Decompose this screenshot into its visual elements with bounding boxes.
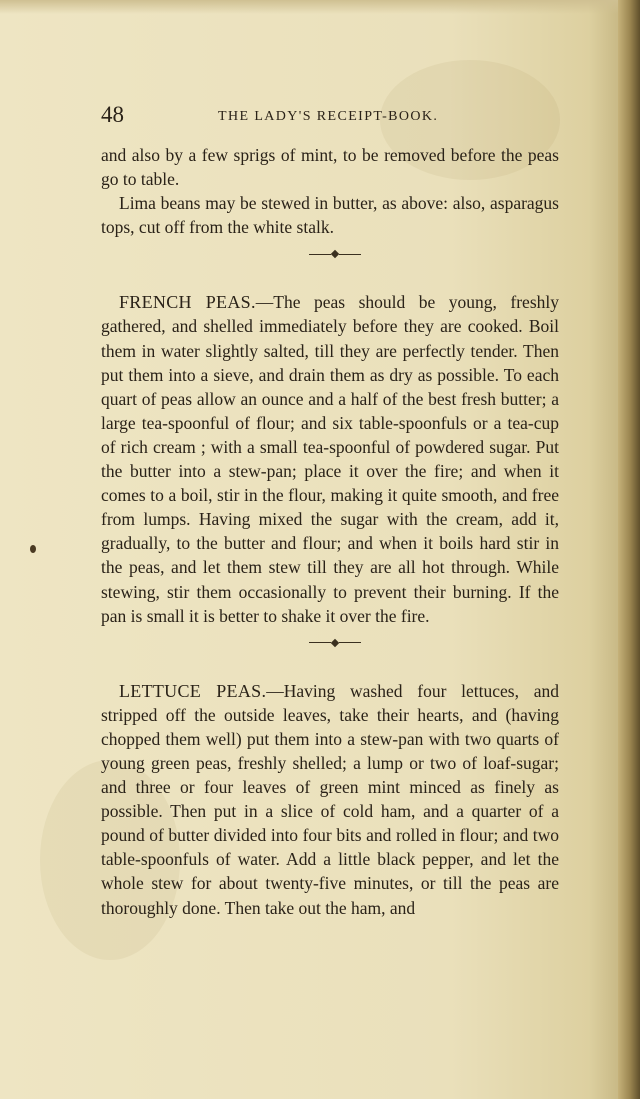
divider-rule: [309, 642, 331, 643]
lima-beans-paragraph: Lima beans may be stewed in butter, as above: also, asparagus tops, cut off from the white stalk.: [101, 193, 559, 238]
section-divider: [101, 628, 559, 658]
lettuce-peas-recipe: [101, 679, 559, 920]
divider-rule: [339, 254, 361, 255]
page-header: [101, 100, 559, 134]
diamond-ornament-icon: [331, 638, 339, 646]
ink-speck: [30, 545, 36, 553]
french-peas-recipe: [101, 290, 559, 627]
continuation-paragraph: and also by a few sprigs of mint, to be removed before the peas go to table.: [101, 145, 559, 190]
section-divider: [101, 239, 559, 269]
lettuce-peas-text: —Having washed four lettuces, and stripped off the outside leaves, take their hearts, and (having chopped them well) put them into a stew-pan with two quarts of young green peas, freshly shelled; a lump or two of loaf-sugar; and three or four leaves of green mint minced as finely as possible. Then put in a slice of cold ham, and a quarter of a pound of butter divided into four bits and rolled in flour; and two table-spoonfuls of water. Add a little black pepper, and let the whole stew for about twenty-five minutes, or till the peas are thoroughly done. Then take out the ham, and: [101, 680, 559, 918]
page-number: 48: [101, 102, 124, 127]
spacer: [101, 658, 559, 679]
page-top-shadow: [0, 0, 640, 14]
spacer: [101, 269, 559, 290]
divider-rule: [339, 642, 361, 643]
diamond-ornament-icon: [331, 250, 339, 258]
lettuce-peas-heading: LETTUCE PEAS.: [119, 680, 267, 701]
french-peas-text: —The peas should be young, freshly gathered, and shelled immediately before they are cooked. Boil them in water slightly salted, till they are perfectly tender. Then put them into a sieve, and drain them as dry as possible. To each quart of peas allow an ounce and a half of the best fresh butter; a large tea-spoonful of flour; and six table-spoonfuls or a tea-cup of rich cream ; with a small tea-spoonful of powdered sugar. Put the butter into a stew-pan; place it over the fire; and when it comes to a boil, stir in the flour, making it quite smooth, and free from lumps. Having mixed the sugar with the cream, add it, gradually, to the butter and flour; and when it boils hard stir in the peas, and let them stew till they are all hot through. While stewing, stir them occasionally to prevent their burning. If the pan is small it is better to shake it over the fire.: [101, 292, 559, 626]
divider-rule: [309, 254, 331, 255]
page-edge: [618, 0, 640, 1099]
running-head: THE LADY'S RECEIPT-BOOK.: [218, 109, 439, 124]
page-body: [101, 143, 559, 920]
french-peas-heading: FRENCH PEAS.: [119, 292, 256, 313]
